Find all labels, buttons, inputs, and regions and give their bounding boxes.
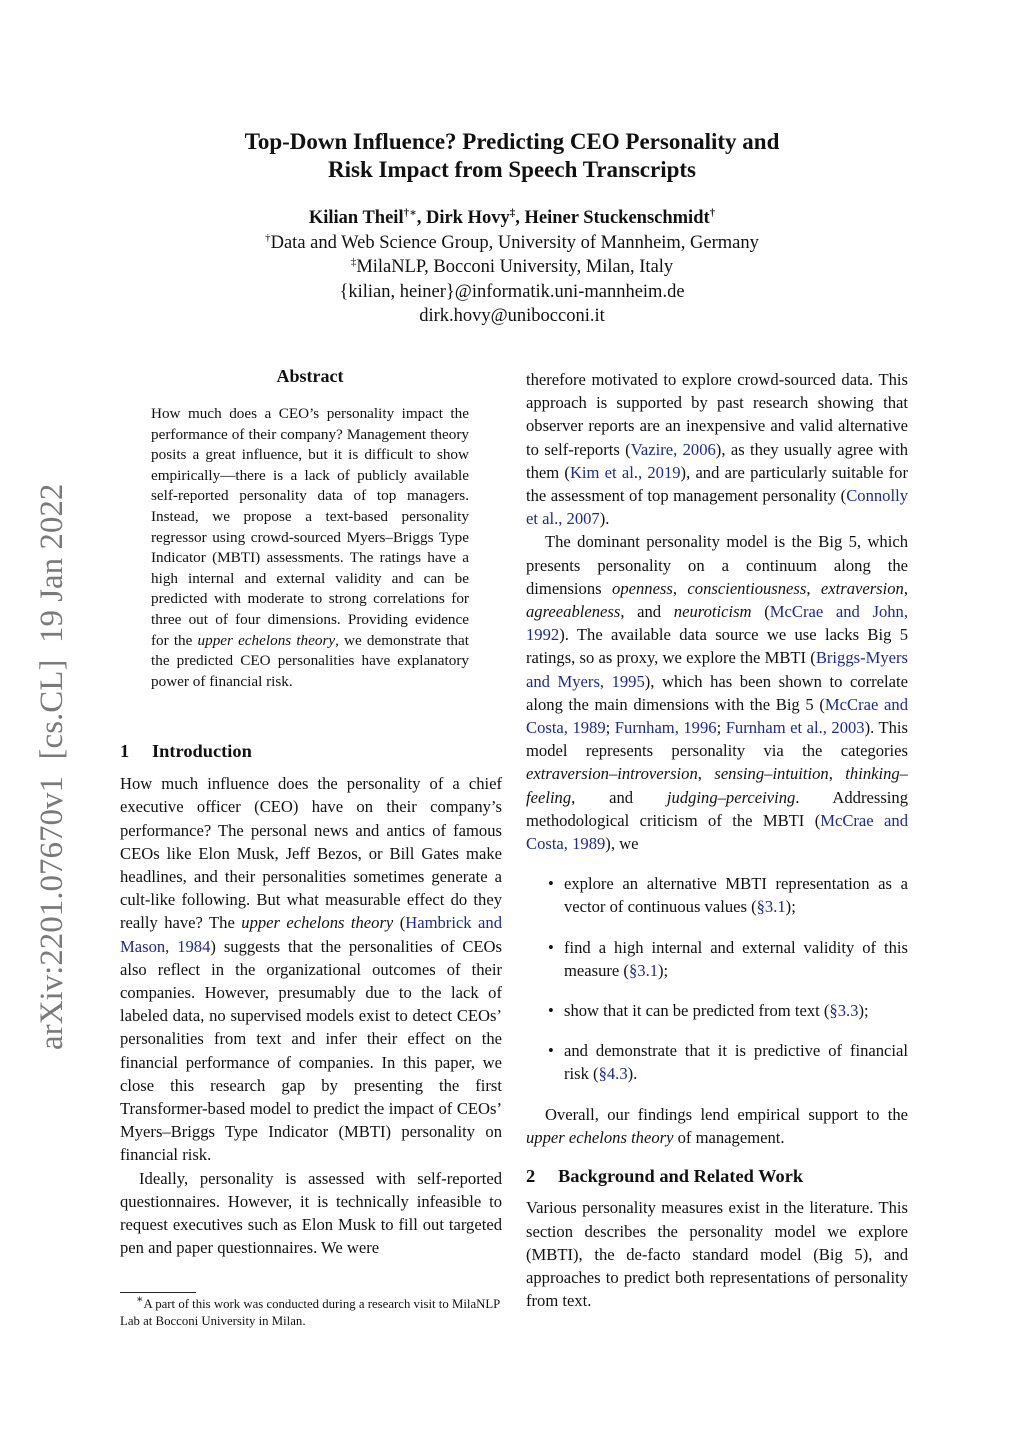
ref-section-3-3[interactable]: §3.3 — [829, 1001, 859, 1021]
right-paragraph-1: therefore motivated to explore crowd-sourced data. This approach is supported by past research showing that observer reports are an inexpensive and valid alternative to self-reports (Vazire, 2006), as they usually agree with them (Kim et al., 2019), and are particularly suitable for the assessment of top management personality (Connolly et al., 2007). — [526, 370, 909, 529]
bullet-icon: • — [548, 1001, 554, 1021]
author-names: Kilian Theil†∗, Dirk Hovy‡, Heiner Stuckenschmidt† — [308, 206, 716, 228]
list-item: • show that it can be predicted from text (§3.3); — [526, 999, 908, 1022]
title-line-2: Risk Impact from Speech Transcripts — [328, 157, 696, 182]
email-2: dirk.hovy@unibocconi.it — [419, 306, 605, 326]
cite-vazire[interactable]: Vazire, 2006 — [630, 439, 716, 459]
cite-mccrae-john[interactable]: McCrae and John, 1992 — [526, 602, 909, 645]
right-paragraph-2: The dominant personality model is the Big 5, which presents personality on a continuum along the dimensions openness, conscientiousness, extraversion, agreeableness, and neuroticism (McCrae and John, 1992). The available data source we use lacks Big 5 ratings, so as proxy, we explore the MBTI (Briggs-Myers and Myers, 1995), which has been shown to correlate along the main dimensions with the Big 5 (McCrae and Costa, 1989; Furnham, 1996; Furnham et al., 2003). This model represents personality via the categories extraversion–introversion, sensing–intuition, thinking–feeling, and judging–perceiving. Addressing methodological criticism of the MBTI (McCrae and Costa, 1989), we — [526, 532, 909, 854]
right-paragraph-3: Overall, our findings lend empirical support to the upper echelons theory of management. — [526, 1104, 908, 1147]
author-block — [0, 206, 1024, 329]
right-paragraph-4: Various personality measures exist in the literature. This section describes the personality model we explore (MBTI), the de-facto standard model (Big 5), and approaches to predict both representations of personality from text. — [526, 1198, 908, 1311]
paper-title — [0, 128, 1024, 184]
footnote-rule — [120, 1292, 196, 1293]
cite-hambrick-mason[interactable]: Hambrick and Mason, 1984 — [120, 913, 502, 956]
list-item: • find a high internal and external validity of this measure (§3.1); — [548, 937, 908, 980]
ref-section-3-1[interactable]: §3.1 — [756, 897, 786, 917]
email-1: {kilian, heiner}@informatik.uni-mannheim.de — [339, 281, 685, 302]
cite-mccrae-costa[interactable]: McCrae and Costa, 1989 — [526, 694, 909, 738]
intro-paragraph-2: Ideally, personality is assessed with self-reported questionnaires. However, it is technically infeasible to request executives such as Elon Musk to fill out targeted pen and paper questionnaires. We were — [120, 1168, 502, 1258]
intro-paragraph-1: How much influence does the personality of a chief executive officer (CEO) have on their company’s performance? The personal news and antics of famous CEOs like Elon Musk, Jeff Bezos, or Bill Gates make headlines, and their personalities sometimes generate a cult-like following. But what measurable effect do they really have? The upper echelons theory (Hambrick and Mason, 1984) suggests that the personalities of CEOs also reflect in the organizational outcomes of their companies. However, presumably due to the lack of labeled data, no supervised models exist to detect CEOs’ personalities from text and infer their effect on the financial performance of companies. In this paper, we close this research gap by presenting the first Transformer-based model to predict the impact of CEOs’ Myers–Briggs Type Indicator (MBTI) personality on financial risk. — [120, 774, 502, 1165]
cite-briggs-myers[interactable]: Briggs-Myers and Myers, 1995 — [526, 648, 908, 691]
title-line-1: Top-Down Influence? Predicting CEO Personality and — [244, 129, 780, 154]
cite-connolly[interactable]: Connolly et al., 2007 — [526, 486, 908, 529]
author-hovy: Dirk Hovy — [425, 208, 510, 228]
arxiv-stamp-text: arXiv:2201.07670v1 [cs.CL] 19 Jan 2022 — [34, 483, 70, 1050]
section-2-heading: 2 Background and Related Work — [526, 1166, 804, 1187]
author-hovy-mark: ‡ — [509, 206, 516, 219]
affiliation-1: †Data and Web Science Group, University of Mannheim, Germany — [265, 231, 759, 253]
bullet-icon: • — [548, 874, 554, 894]
bullet-icon: • — [548, 1041, 554, 1061]
author-theil: Kilian Theil — [308, 208, 404, 228]
section-1-heading: 1 Introduction — [120, 741, 252, 761]
cite-mccrae-costa-2[interactable]: McCrae and Costa, 1989 — [526, 810, 908, 854]
footnote: ∗A part of this work was conducted during a research visit to MilaNLP Lab at Bocconi University in Milan. — [120, 1293, 500, 1328]
abstract-body: How much does a CEO’s personality impact the performance of their company? Management theory posits a great influence, but it is difficult to show empirically—there is a lack of publicly available self-reported personality data of top managers. Instead, we propose a text-based personality regressor using crowd-sourced Myers–Briggs Type Indicator (MBTI) assessments. The ratings have a high internal and external validity and can be predicted with moderate to strong correlations for three out of four dimensions. Providing evidence for the upper echelons theory, we demonstrate that the predicted CEO personalities have explanatory power of financial risk. — [151, 405, 469, 690]
cite-kim[interactable]: Kim et al., 2019 — [569, 462, 681, 482]
list-item: • explore an alternative MBTI representation as a vector of continuous values (§3.1); — [548, 874, 908, 917]
right-column — [526, 368, 908, 1312]
left-column — [120, 740, 502, 1259]
affiliation-2: ‡MilaNLP, Bocconi University, Milan, Italy — [350, 255, 674, 277]
arxiv-stamp — [32, 450, 72, 1050]
cite-furnham-1996[interactable]: Furnham, 1996 — [614, 718, 717, 738]
author-stuckenschmidt: Heiner Stuckenschmidt — [524, 208, 710, 228]
abstract-heading: Abstract — [276, 366, 344, 386]
contribution-list — [526, 872, 908, 1085]
bullet-icon: • — [548, 937, 554, 957]
list-item: • and demonstrate that it is predictive of financial risk (§4.3). — [548, 1041, 908, 1084]
ref-section-3-1-b[interactable]: §3.1 — [628, 960, 659, 980]
author-stuckenschmidt-mark: † — [709, 206, 716, 219]
cite-furnham-2003[interactable]: Furnham et al., 2003 — [725, 718, 865, 738]
ref-section-4-3[interactable]: §4.3 — [598, 1064, 628, 1084]
author-theil-mark: †∗ — [403, 206, 417, 219]
